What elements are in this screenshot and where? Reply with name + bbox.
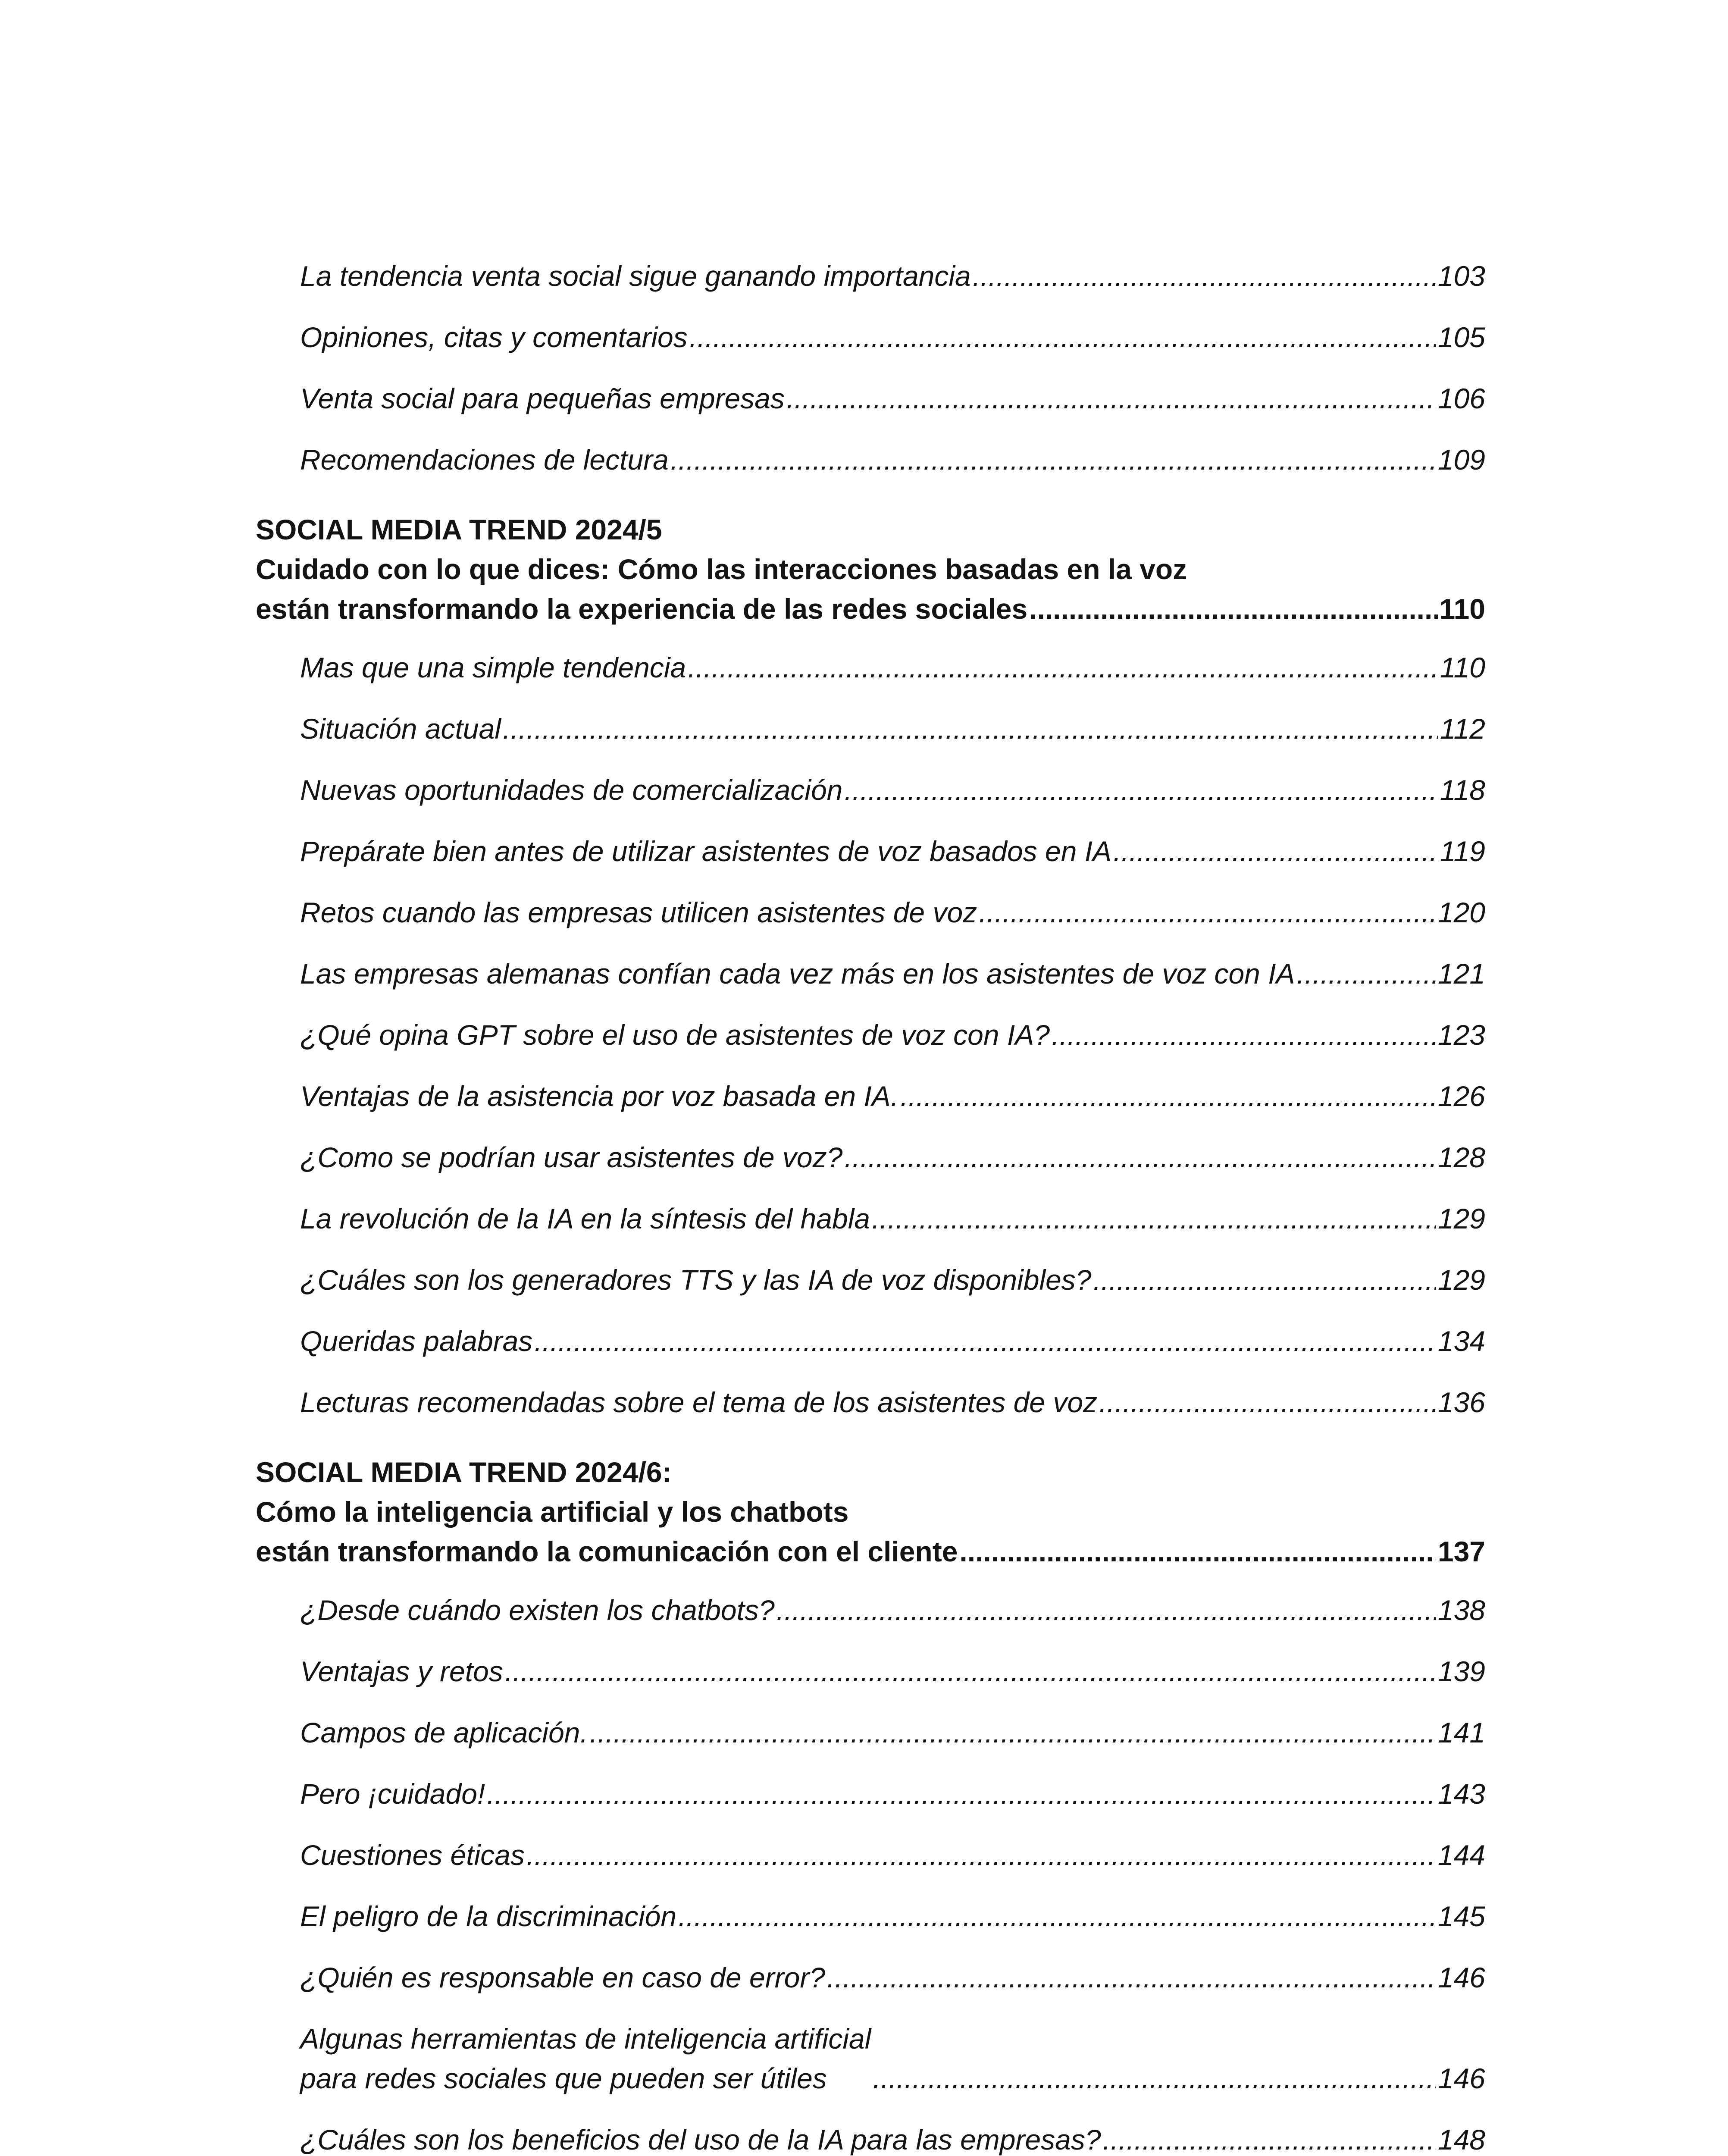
- toc-leader-dots: [959, 1532, 1436, 1571]
- toc-leader-dots: [678, 1896, 1436, 1936]
- toc-page-number: 143: [1437, 1778, 1485, 1810]
- toc-page-number: 136: [1437, 1386, 1485, 1418]
- toc-page-number: 106: [1437, 382, 1485, 414]
- toc-entry[interactable]: [300, 1590, 1485, 1630]
- toc-entry-label: ¿Cuáles son los beneficios del uso de la IA para las empresas?: [300, 2124, 1101, 2156]
- toc-page-number: 112: [1440, 713, 1485, 745]
- toc-entry-label: Queridas palabras: [300, 1325, 533, 1357]
- toc-entry[interactable]: [300, 1835, 1485, 1875]
- toc-leader-dots: [844, 1138, 1436, 1177]
- toc-entry[interactable]: [300, 770, 1485, 810]
- toc-leader-dots: [786, 379, 1436, 418]
- toc-entry-label: Situación actual: [300, 713, 501, 745]
- toc-entry-label: ¿Como se podrían usar asistentes de voz?: [300, 1141, 843, 1173]
- toc-leader-dots: [873, 2059, 1436, 2098]
- toc-entry[interactable]: [300, 256, 1485, 296]
- toc-entry-label: ¿Desde cuándo existen los chatbots?: [300, 1594, 775, 1626]
- toc-entry[interactable]: [300, 1321, 1485, 1361]
- toc-leader-dots: [1052, 1015, 1436, 1055]
- toc-entry[interactable]: [300, 954, 1485, 993]
- toc-entry-label: ¿Quién es responsable en caso de error?: [300, 1962, 826, 1993]
- toc-leader-dots: [1103, 2120, 1436, 2156]
- toc-section: [256, 510, 1485, 629]
- toc-page-number: 110: [1440, 652, 1485, 683]
- toc-entry-label: Nuevas oportunidades de comercialización: [300, 774, 843, 806]
- toc-entry-label-line: Algunas herramientas de inteligencia artificial: [300, 2023, 871, 2055]
- toc-page-number: 144: [1437, 1839, 1485, 1871]
- toc-page-number: 109: [1437, 444, 1485, 476]
- toc-entry[interactable]: [300, 1260, 1485, 1300]
- toc-page-number: 121: [1437, 958, 1485, 990]
- toc-entry[interactable]: [300, 709, 1485, 749]
- toc-leader-dots: [670, 440, 1436, 479]
- toc-entry-label: Campos de aplicación.: [300, 1717, 588, 1749]
- toc-leader-dots: [973, 256, 1436, 296]
- toc-entry-label: ¿Cuáles son los generadores TTS y las IA de voz disponibles?: [300, 1264, 1092, 1296]
- toc-entry[interactable]: [300, 2019, 1485, 2098]
- toc-entry[interactable]: [300, 893, 1485, 932]
- toc-page-number: 110: [1439, 593, 1485, 625]
- toc-entry[interactable]: [300, 317, 1485, 357]
- toc-page-number: 105: [1437, 321, 1485, 353]
- toc-leader-dots: [689, 317, 1436, 357]
- toc-entry-label: ¿Qué opina GPT sobre el uso de asistentes de voz con IA?: [300, 1019, 1050, 1051]
- toc-leader-dots: [1113, 831, 1438, 871]
- toc-page-number: 126: [1437, 1080, 1485, 1112]
- toc-entry-label: Pero ¡cuidado!: [300, 1778, 485, 1810]
- toc-leader-dots: [872, 1199, 1436, 1238]
- toc-entry-label-line: para redes sociales que pueden ser útiles: [300, 2062, 827, 2094]
- toc-leader-dots: [526, 1835, 1436, 1875]
- toc-page-number: 146: [1437, 2062, 1485, 2094]
- toc-leader-dots: [505, 1651, 1436, 1691]
- toc-page-number: 129: [1437, 1203, 1485, 1235]
- toc-page-number: 134: [1437, 1325, 1485, 1357]
- toc-entry-label: Mas que una simple tendencia: [300, 652, 686, 683]
- toc-page-number: 138: [1437, 1594, 1485, 1626]
- toc-entry-label: La revolución de la IA en la síntesis del habla: [300, 1203, 870, 1235]
- toc-leader-dots: [1297, 954, 1436, 993]
- section-title: Cuidado con lo que dices: Cómo las interacciones basadas en la voz: [256, 553, 1187, 585]
- toc-entry[interactable]: [300, 379, 1485, 418]
- section-title-label: están transformando la comunicación con el cliente: [256, 1536, 958, 1567]
- toc-entry[interactable]: [300, 1896, 1485, 1936]
- toc-leader-dots: [1029, 589, 1437, 629]
- table-of-contents: [256, 256, 1485, 2156]
- toc-page-number: 141: [1437, 1717, 1485, 1749]
- toc-entry-label: Ventajas de la asistencia por voz basada en IA.: [300, 1080, 899, 1112]
- toc-section: [256, 1452, 1485, 1571]
- toc-page-number: 120: [1437, 896, 1485, 928]
- toc-page-number: 129: [1437, 1264, 1485, 1296]
- toc-page-number: 139: [1437, 1655, 1485, 1687]
- toc-page-number: 145: [1437, 1900, 1485, 1932]
- toc-leader-dots: [590, 1713, 1436, 1752]
- toc-page-number: 123: [1437, 1019, 1485, 1051]
- toc-entry-label: Lecturas recomendadas sobre el tema de los asistentes de voz: [300, 1386, 1098, 1418]
- section-title-label: están transformando la experiencia de las redes sociales: [256, 593, 1028, 625]
- toc-entry-label: Recomendaciones de lectura: [300, 444, 669, 476]
- toc-entry[interactable]: [300, 1713, 1485, 1752]
- toc-entry-label: Venta social para pequeñas empresas: [300, 382, 785, 414]
- toc-entry-label: Retos cuando las empresas utilicen asistentes de voz: [300, 896, 977, 928]
- section-title-entry[interactable]: [256, 589, 1485, 629]
- section-title-entry[interactable]: [256, 1532, 1485, 1571]
- toc-leader-dots: [844, 770, 1438, 810]
- toc-entry[interactable]: [300, 1199, 1485, 1238]
- toc-entry-label: Las empresas alemanas confían cada vez más en los asistentes de voz con IA: [300, 958, 1295, 990]
- toc-leader-dots: [1093, 1260, 1436, 1300]
- toc-page-number: 118: [1440, 774, 1485, 806]
- toc-leader-dots: [688, 648, 1438, 687]
- toc-entry-label: El peligro de la discriminación: [300, 1900, 677, 1932]
- toc-leader-dots: [503, 709, 1438, 749]
- toc-entry[interactable]: [300, 1076, 1485, 1116]
- toc-entry-label: La tendencia venta social sigue ganando importancia: [300, 260, 971, 292]
- toc-entry-label: Prepárate bien antes de utilizar asistentes de voz basados en IA: [300, 835, 1112, 867]
- toc-leader-dots: [487, 1774, 1436, 1814]
- toc-page-number: 103: [1437, 260, 1485, 292]
- toc-entry-label: Ventajas y retos: [300, 1655, 503, 1687]
- toc-leader-dots: [827, 1958, 1436, 1997]
- toc-entry-label: [300, 2019, 871, 2098]
- toc-entry[interactable]: [300, 1651, 1485, 1691]
- toc-page-number: 119: [1440, 835, 1485, 867]
- section-heading: SOCIAL MEDIA TREND 2024/6:: [256, 1456, 672, 1488]
- toc-leader-dots: [776, 1590, 1436, 1630]
- toc-page-number: 128: [1437, 1141, 1485, 1173]
- toc-entry[interactable]: [300, 1382, 1485, 1422]
- toc-leader-dots: [534, 1321, 1436, 1361]
- toc-entry[interactable]: [300, 648, 1485, 687]
- toc-entry[interactable]: [300, 1774, 1485, 1814]
- toc-leader-dots: [1099, 1382, 1436, 1422]
- toc-entry-label: Opiniones, citas y comentarios: [300, 321, 688, 353]
- toc-entry[interactable]: [300, 1015, 1485, 1055]
- toc-entry-label: Cuestiones éticas: [300, 1839, 525, 1871]
- toc-leader-dots: [900, 1076, 1436, 1116]
- toc-leader-dots: [979, 893, 1436, 932]
- toc-entry[interactable]: [300, 440, 1485, 479]
- toc-page-number: 137: [1437, 1536, 1485, 1567]
- toc-entry[interactable]: [300, 1138, 1485, 1177]
- toc-entry[interactable]: [300, 831, 1485, 871]
- toc-entry[interactable]: [300, 1958, 1485, 1997]
- toc-entry[interactable]: [300, 2120, 1485, 2156]
- toc-page-number: 148: [1437, 2124, 1485, 2156]
- section-title: Cómo la inteligencia artificial y los chatbots: [256, 1496, 849, 1528]
- toc-page-number: 146: [1437, 1962, 1485, 1993]
- section-heading: SOCIAL MEDIA TREND 2024/5: [256, 514, 662, 545]
